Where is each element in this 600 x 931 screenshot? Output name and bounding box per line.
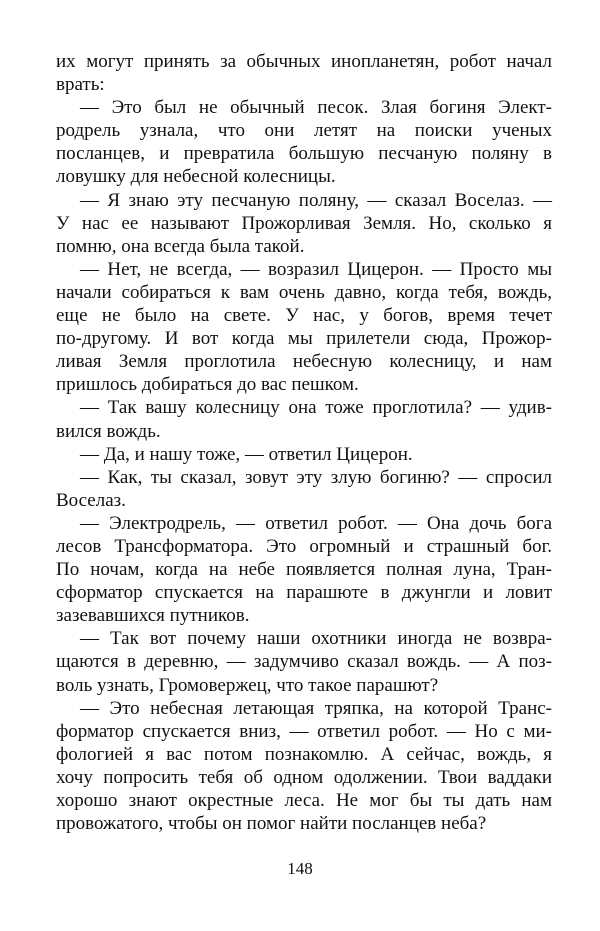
text-line: — Это небесная летающая тряпка, на которой Транс- — [80, 697, 552, 719]
text-line: родрель узнала, что они летят на поиски ученых — [56, 120, 552, 142]
text-line: — Так вот почему наши охотники иногда не возвра- — [80, 628, 552, 650]
text-line: еще не было на свете. У нас, у богов, время течет — [56, 305, 552, 327]
text-line: щаются в деревню, — задумчиво сказал вождь. — А поз- — [56, 651, 552, 673]
text-line: ловушку для небесной колесницы. — [56, 166, 336, 188]
text-line: их могут принять за обычных инопланетян, робот начал — [56, 51, 552, 72]
text-line: пришлось добираться до вас пешком. — [56, 374, 359, 396]
body-text — [56, 50, 552, 835]
text-line: — Да, и нашу тоже, — ответил Цицерон. — [80, 443, 413, 465]
page-number: 148 — [287, 859, 313, 878]
text-line: по-другому. И вот когда мы прилетели сюда, Прожор- — [56, 328, 552, 350]
text-line: вился вождь. — [56, 420, 161, 442]
text-line: зазевавшихся путников. — [56, 605, 250, 627]
text-line: Воселаз. — [56, 489, 126, 511]
text-line: — Нет, не всегда, — возразил Цицерон. — Просто мы — [80, 258, 552, 280]
text-line: воль узнать, Громовержец, что такое парашют? — [56, 674, 439, 696]
text-line: фологией я вас потом познакомлю. А сейчас, вождь, я — [56, 743, 552, 765]
text-line: посланцев, и превратила большую песчаную поляну в — [56, 143, 552, 165]
text-line: — Так вашу колесницу она тоже проглотила? — удив- — [80, 397, 552, 419]
text-line: — Электродрель, — ответил робот. — Она дочь бога — [80, 512, 552, 534]
text-line: хорошо знают окрестные леса. Не мог бы ты дать нам — [56, 790, 552, 811]
text-line: ливая Земля проглотила небесную колесницу, и нам — [56, 351, 552, 373]
text-line: хочу попросить тебя об одном одолжении. Твои ваддаки — [56, 766, 552, 788]
text-line: помню, она всегда была такой. — [56, 235, 305, 257]
text-line: провожатого, чтобы он помог найти посланцев неба? — [56, 813, 487, 835]
text-line: лесов Трансформатора. Это огромный и страшный бог. — [56, 535, 552, 557]
text-line: врать: — [56, 74, 105, 96]
text-line: — Как, ты сказал, зовут эту злую богиню? — спросил — [80, 466, 552, 488]
text-line: У нас ее называют Прожорливая Земля. Но, сколько я — [56, 212, 552, 234]
text-line: форматор спускается вниз, — ответил робот. — Но с ми- — [56, 720, 552, 742]
text-line: начали собираться к вам очень давно, когда тебя, вождь, — [56, 281, 552, 303]
text-line: — Я знаю эту песчаную поляну, — сказал Воселаз. — — [80, 189, 552, 211]
text-line: сформатор спускается на парашюте в джунгли и ловит — [56, 582, 552, 604]
text-line: — Это был не обычный песок. Злая богиня Элект- — [80, 97, 552, 119]
text-line: По ночам, когда на небе появляется полная луна, Тран- — [56, 559, 552, 581]
